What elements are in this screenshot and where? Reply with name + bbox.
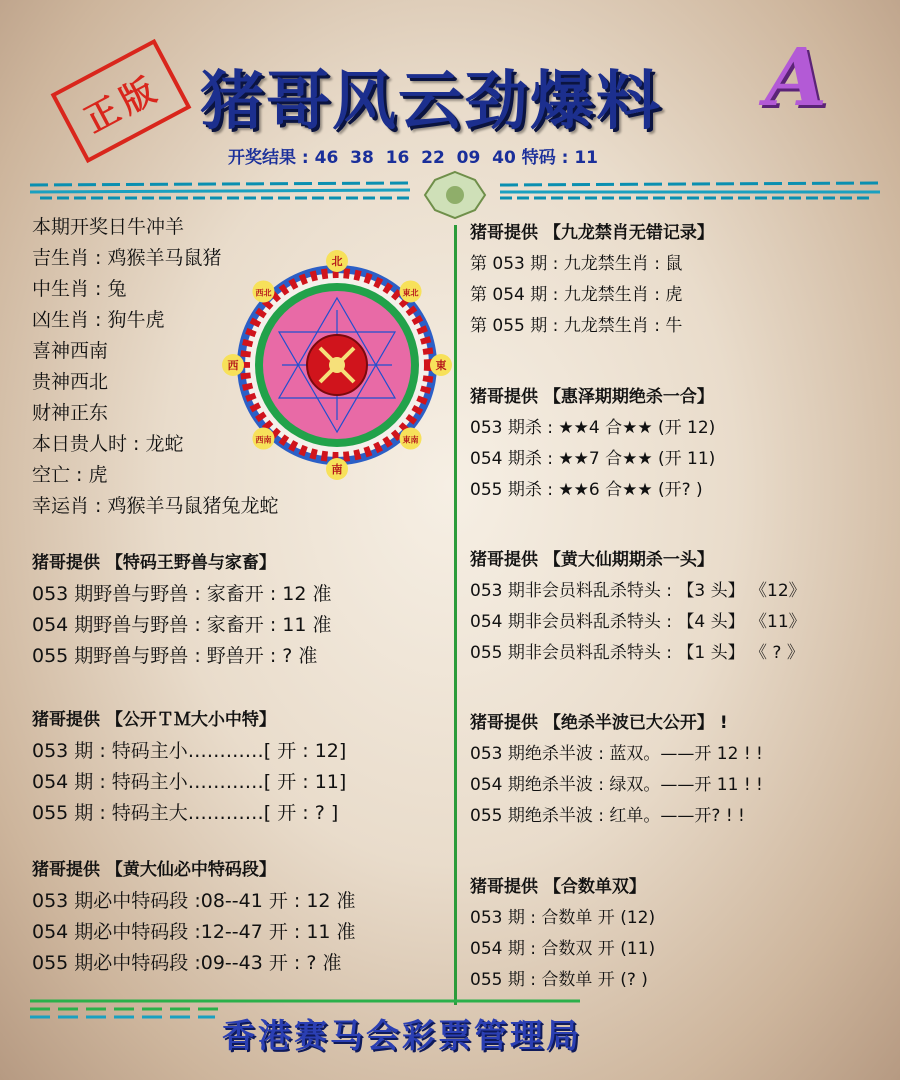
direction-label: 南: [331, 463, 343, 476]
almanac-line: 本期开奖日牛冲羊: [32, 216, 185, 238]
section-header: 猪哥提供 【公开ＴＭ大小中特】: [32, 710, 276, 730]
section-wildbeast: [32, 548, 437, 672]
section-odd-even: [470, 872, 890, 996]
section-header: 猪哥提供 【特码王野兽与家畜】: [32, 553, 276, 573]
almanac-line: 本日贵人时 : 龙蛇: [32, 433, 184, 455]
section-row: 055 期 : 合数单 开 (? ): [470, 970, 648, 990]
section-row: 第 055 期 : 九龙禁生肖 : 牛: [470, 316, 683, 336]
section-row: 055 期非会员料乱杀特头 : 【1 头】 《 ? 》: [470, 643, 804, 663]
section-row: 053 期 : 特码主小…………[ 开 : 12]: [32, 740, 347, 762]
section-row: 053 期野兽与野兽 : 家畜开 : 12 准: [32, 583, 332, 605]
section-nine-dragon: [470, 218, 890, 342]
section-range: [32, 855, 437, 979]
almanac-line: 吉生肖 : 鸡猴羊马鼠猪: [32, 247, 222, 269]
direction-label: 西北: [255, 288, 272, 298]
section-row: 055 期 : 特码主大…………[ 开 : ? ]: [32, 802, 339, 824]
section-row: 053 期非会员料乱杀特头 : 【3 头】 《12》: [470, 581, 806, 601]
section-half-wave: [470, 708, 890, 832]
footer-org: 香港赛马会彩票管理局: [222, 1016, 582, 1055]
section-row: 054 期杀 : ★★7 合★★ (开 11): [470, 449, 716, 469]
direction-label: 西: [227, 359, 239, 372]
results-special-label: 特码 :: [521, 148, 569, 168]
section-row: 054 期必中特码段 :12--47 开 : 11 准: [32, 921, 356, 943]
section-header: 猪哥提供 【黄大仙期期杀一头】: [470, 550, 714, 570]
direction-label: 北: [331, 255, 343, 268]
section-row: 054 期非会员料乱杀特头 : 【4 头】 《11》: [470, 612, 806, 632]
section-row: 054 期野兽与野兽 : 家畜开 : 11 准: [32, 614, 332, 636]
almanac-line: 贵神西北: [32, 371, 109, 393]
results-numbers: 46 38 16 22 09 40: [314, 148, 516, 168]
section-size: [32, 705, 437, 829]
almanac-line: 喜神西南: [32, 340, 109, 362]
genuine-stamp: 正版: [51, 39, 192, 163]
section-row: 055 期杀 : ★★6 合★★ (开? ): [470, 480, 703, 500]
section-row: 053 期必中特码段 :08--41 开 : 12 准: [32, 890, 356, 912]
almanac-line: 凶生肖 : 狗牛虎: [32, 309, 165, 331]
results-label: 开奖结果 :: [228, 148, 309, 168]
page-title: 猪哥风云劲爆料: [200, 64, 662, 139]
section-row: 054 期 : 合数双 开 (11): [470, 939, 656, 959]
section-kill-sum: [470, 382, 890, 506]
almanac-line: 空亡 : 虎: [32, 464, 108, 486]
direction-label: 東北: [402, 288, 419, 298]
almanac-line: 幸运肖 : 鸡猴羊马鼠猪兔龙蛇: [32, 495, 279, 517]
section-row: 第 054 期 : 九龙禁生肖 : 虎: [470, 285, 683, 305]
section-row: 055 期绝杀半波 : 红单。——开? ! !: [470, 806, 745, 826]
almanac-line: 财神正东: [32, 402, 109, 424]
section-row: 053 期 : 合数单 开 (12): [470, 908, 656, 928]
section-header: 猪哥提供 【绝杀半波已大公开】 !: [470, 713, 728, 733]
compass-wheel: [222, 250, 452, 480]
almanac-line: 中生肖 : 兔: [32, 278, 127, 300]
section-header: 猪哥提供 【惠泽期期绝杀一合】: [470, 387, 714, 407]
section-row: 055 期必中特码段 :09--43 开 : ? 准: [32, 952, 342, 974]
direction-label: 東南: [402, 435, 419, 445]
section-kill-head: [470, 545, 890, 669]
section-row: 054 期绝杀半波 : 绿双。——开 11 ! !: [470, 775, 763, 795]
direction-label: 西南: [255, 435, 272, 445]
direction-label: 東: [435, 359, 447, 372]
section-row: 054 期 : 特码主小…………[ 开 : 11]: [32, 771, 347, 793]
section-header: 猪哥提供 【九龙禁肖无错记录】: [470, 223, 714, 243]
edition-badge: A: [765, 30, 828, 124]
section-row: 053 期杀 : ★★4 合★★ (开 12): [470, 418, 716, 438]
section-row: 第 053 期 : 九龙禁生肖 : 鼠: [470, 254, 683, 274]
section-row: 055 期野兽与野兽 : 野兽开 : ? 准: [32, 645, 318, 667]
section-header: 猪哥提供 【合数单双】: [470, 877, 646, 897]
section-row: 053 期绝杀半波 : 蓝双。——开 12 ! !: [470, 744, 763, 764]
results-special: 11: [574, 148, 599, 168]
section-header: 猪哥提供 【黄大仙必中特码段】: [32, 860, 276, 880]
column-divider: [454, 225, 457, 1005]
